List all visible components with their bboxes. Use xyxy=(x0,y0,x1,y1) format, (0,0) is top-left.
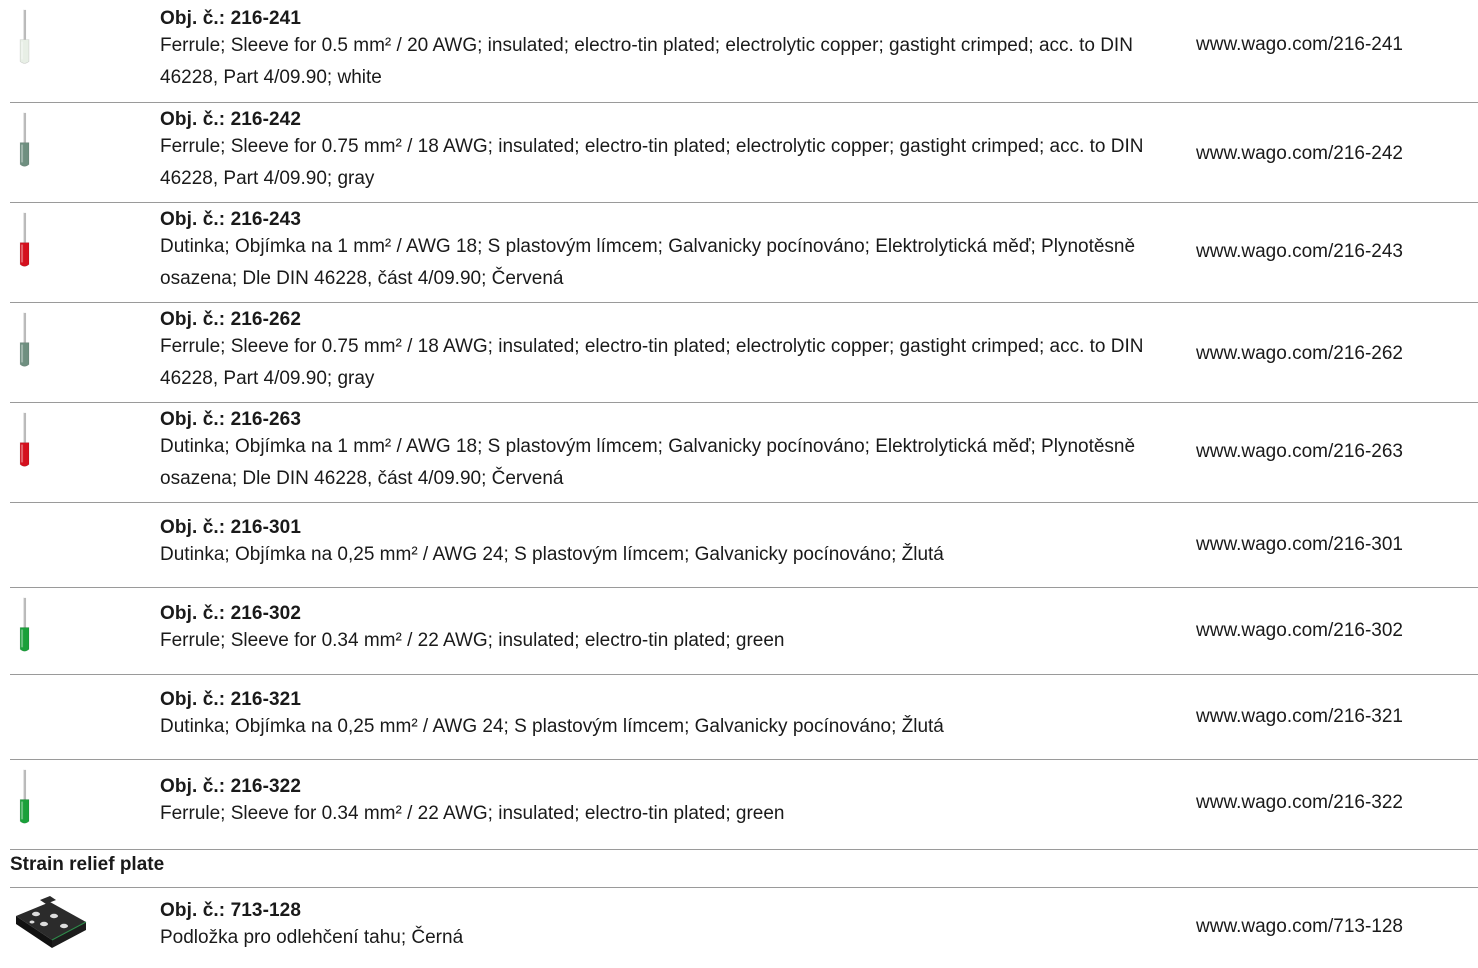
product-link[interactable]: www.wago.com/216-243 xyxy=(1196,241,1403,262)
table-row xyxy=(10,588,1478,675)
product-link[interactable]: www.wago.com/216-322 xyxy=(1196,792,1403,813)
strain-relief-plate-icon xyxy=(10,894,90,954)
ferrule-icon xyxy=(10,0,50,102)
ferrule-icon xyxy=(10,103,50,202)
article-number: Obj. č.: 713-128 xyxy=(160,900,302,921)
product-description: Dutinka; Objímka na 0,25 mm² / AWG 24; S plastovým límcem; Galvanicky pocínováno; Žlutá xyxy=(160,716,944,737)
ferrule-icon xyxy=(10,203,50,302)
product-description: Dutinka; Objímka na 1 mm² / AWG 18; S plastovým límcem; Galvanicky pocínováno; Elektrolytická měď; Plynotěsně osazena; Dle DIN 46228, část 4/09.90; Červená xyxy=(160,436,1136,489)
table-row xyxy=(10,503,1478,588)
product-link[interactable]: www.wago.com/216-263 xyxy=(1196,441,1403,462)
article-number: Obj. č.: 216-321 xyxy=(160,689,302,710)
article-number: Obj. č.: 216-302 xyxy=(160,603,302,624)
product-link[interactable]: www.wago.com/216-321 xyxy=(1196,706,1403,727)
ferrule-icon xyxy=(10,303,50,402)
section-title: Strain relief plate xyxy=(10,850,1478,888)
article-number: Obj. č.: 216-242 xyxy=(160,109,302,130)
table-row xyxy=(10,103,1478,203)
article-number: Obj. č.: 216-263 xyxy=(160,409,302,430)
table-row xyxy=(10,0,1478,103)
product-link[interactable]: www.wago.com/216-262 xyxy=(1196,343,1403,364)
product-link[interactable]: www.wago.com/713-128 xyxy=(1196,916,1403,937)
product-link[interactable]: www.wago.com/216-302 xyxy=(1196,620,1403,641)
ferrule-icon xyxy=(10,403,50,502)
product-description: Podložka pro odlehčení tahu; Černá xyxy=(160,927,464,948)
ferrule-icon xyxy=(10,760,50,849)
product-description: Ferrule; Sleeve for 0.75 mm² / 18 AWG; insulated; electro-tin plated; electrolytic copper; gastight crimped; acc. to DIN 46228, Part 4/09.90; gray xyxy=(160,336,1144,389)
product-description: Ferrule; Sleeve for 0.34 mm² / 22 AWG; insulated; electro-tin plated; green xyxy=(160,803,785,824)
article-number: Obj. č.: 216-262 xyxy=(160,309,302,330)
table-row xyxy=(10,403,1478,503)
table-row xyxy=(10,760,1478,850)
product-description: Dutinka; Objímka na 1 mm² / AWG 18; S plastovým límcem; Galvanicky pocínováno; Elektrolytická měď; Plynotěsně osazena; Dle DIN 46228, část 4/09.90; Červená xyxy=(160,236,1136,289)
table-row xyxy=(10,888,1478,968)
product-description: Dutinka; Objímka na 0,25 mm² / AWG 24; S plastovým límcem; Galvanicky pocínováno; Žlutá xyxy=(160,544,944,565)
article-number: Obj. č.: 216-301 xyxy=(160,517,302,538)
product-description: Ferrule; Sleeve for 0.34 mm² / 22 AWG; insulated; electro-tin plated; green xyxy=(160,630,785,651)
product-link[interactable]: www.wago.com/216-241 xyxy=(1196,34,1403,55)
table-row xyxy=(10,303,1478,403)
article-number: Obj. č.: 216-322 xyxy=(160,776,302,797)
ferrule-icon xyxy=(10,588,50,674)
table-row xyxy=(10,675,1478,760)
article-number: Obj. č.: 216-241 xyxy=(160,8,302,29)
table-row xyxy=(10,203,1478,303)
product-link[interactable]: www.wago.com/216-242 xyxy=(1196,143,1403,164)
product-link[interactable]: www.wago.com/216-301 xyxy=(1196,534,1403,555)
product-description: Ferrule; Sleeve for 0.5 mm² / 20 AWG; insulated; electro-tin plated; electrolytic copper; gastight crimped; acc. to DIN 46228, Part 4/09.90; white xyxy=(160,35,1133,88)
article-number: Obj. č.: 216-243 xyxy=(160,209,302,230)
product-description: Ferrule; Sleeve for 0.75 mm² / 18 AWG; insulated; electro-tin plated; electrolytic copper; gastight crimped; acc. to DIN 46228, Part 4/09.90; gray xyxy=(160,136,1144,189)
